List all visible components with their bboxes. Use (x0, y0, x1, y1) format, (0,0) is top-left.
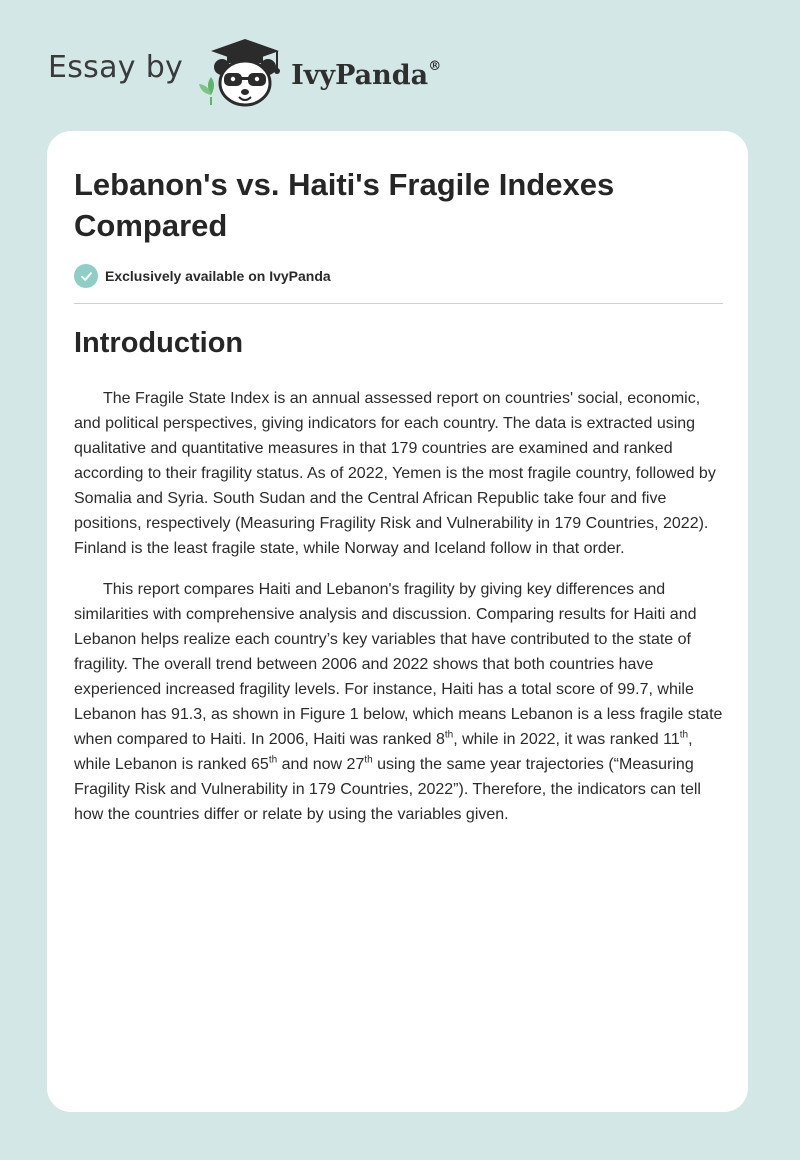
brand-name: IvyPanda® (291, 58, 442, 91)
article-title: Lebanon's vs. Haiti's Fragile Indexes Compared (74, 167, 615, 243)
paragraph: The Fragile State Index is an annual assessed report on countries' social, economic, and political perspectives, giving indicators for each country. The data is extracted using qualitative and quantitative measures in that 179 countries are examined and ranked according to their fragility status. As of 2022, Yemen is the most fragile country, followed by Somalia and Syria. South Sudan and the Central African Republic take four and five positions, respectively (Measuring Fragility Risk and Vulnerability in 179 Countries, 2022). Finland is the least fragile state, while Norway and Iceland follow in that order. (74, 390, 716, 557)
check-icon (74, 264, 98, 288)
divider (74, 303, 723, 304)
article-card (47, 131, 748, 1112)
panda-graduate-icon (197, 37, 289, 109)
article-body (74, 386, 726, 843)
site-header (48, 38, 441, 108)
paragraph: This report compares Haiti and Lebanon's fragility by giving key differences and similarities with comprehensive analysis and discussion. Comparing results for Haiti and Lebanon helps realize each country’s key variables that have contributed to the state of fragility. The overall trend between 2006 and 2022 shows that both countries have experienced increased fragility levels. For instance, Haiti has a total score of 99.7, while Lebanon has 91.3, as shown in Figure 1 below, which means Lebanon is a less fragile state when compared to Haiti. In 2006, Haiti was ranked 8th, while in 2022, it was ranked 11th, while Lebanon is ranked 65th and now 27th using the same year trajectories (“Measuring Fragility Risk and Vulnerability in 179 Countries, 2022”). Therefore, the indicators can tell how the countries differ or relate by using the variables given. (74, 581, 723, 823)
registered-mark: ® (428, 58, 442, 74)
essay-by-label: Essay by (48, 49, 184, 85)
section-heading: Introduction (74, 327, 244, 359)
badge-text: Exclusively available on IvyPanda (105, 268, 331, 284)
exclusive-badge (74, 264, 331, 288)
